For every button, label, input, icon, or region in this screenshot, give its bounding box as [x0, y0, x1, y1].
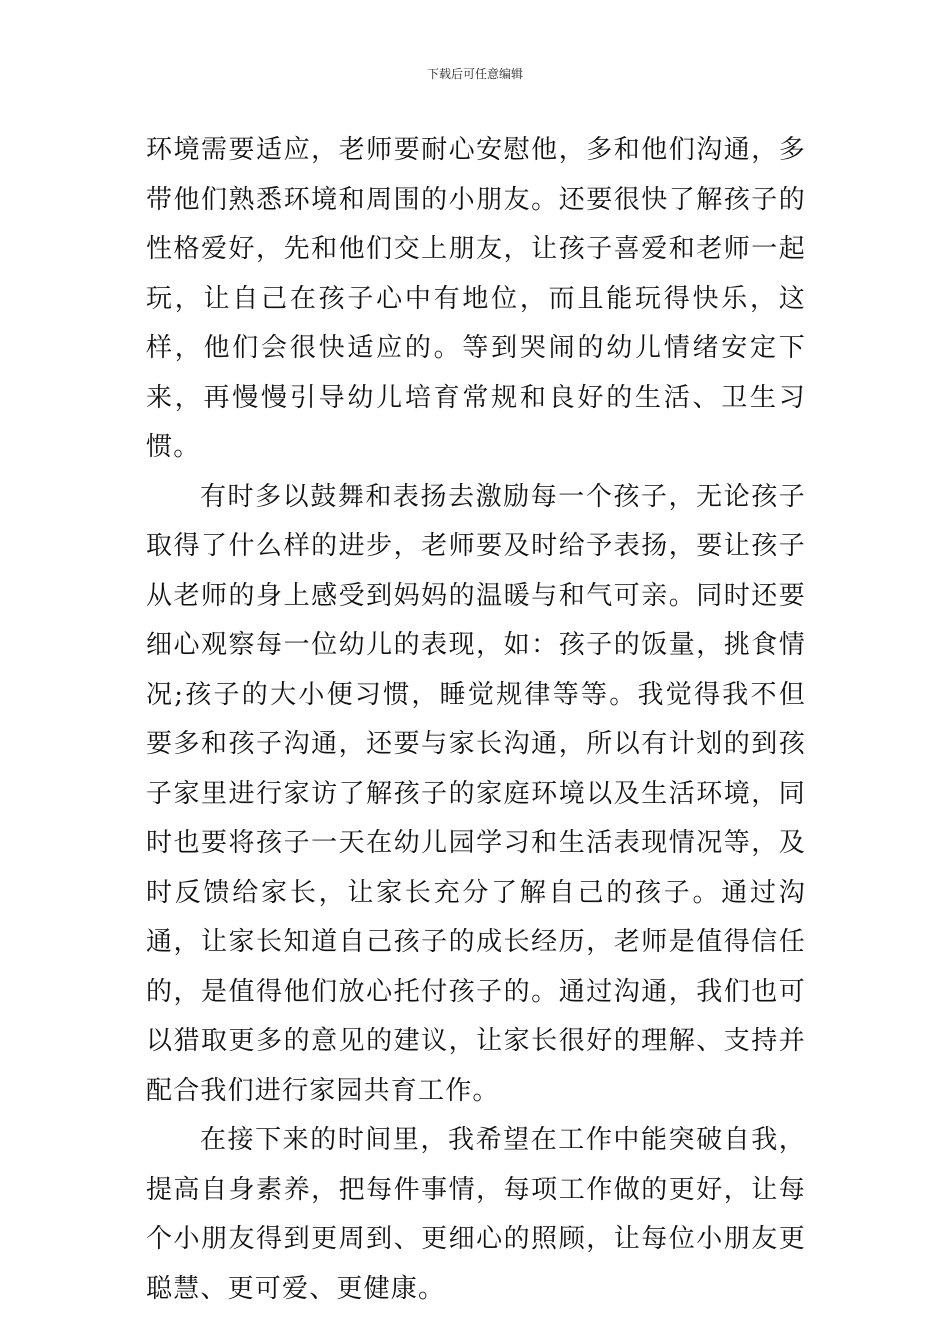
paragraph-3: 在接下来的时间里，我希望在工作中能突破自我，提高自身素养，把每件事情，每项工作做的更好，让每个小朋友得到更周到、更细心的照顾，让每位小朋友更聪慧、更可爱、更健康。 — [146, 1125, 806, 1304]
page-header: 下载后可任意编辑 — [426, 67, 523, 81]
paragraph-2: 有时多以鼓舞和表扬去激励每一个孩子，无论孩子取得了什么样的进步，老师要及时给予表扬，要让孩子从老师的身上感受到妈妈的温暖与和气可亲。同时还要细心观察每一位幼儿的表现，如：孩子的饭量，挑食情况;孩子的大小便习惯，睡觉规律等等。我觉得我不但要多和孩子沟通，还要与家长沟通，所以有计划的到孩子家里进行家访了解孩子的家庭环境以及生活环境，同时也要将孩子一天在幼儿园学习和生活表现情况等，及时反馈给家长，让家长充分了解自己的孩子。通过沟通，让家长知道自己孩子的成长经历，老师是值得信任的，是值得他们放心托付孩子的。通过沟通，我们也可以猎取更多的意见的建议，让家长很好的理解、支持并配合我们进行家园共育工作。 — [146, 481, 806, 1106]
paragraph-1: 环境需要适应，老师要耐心安慰他，多和他们沟通，多带他们熟悉环境和周围的小朋友。还要很快了解孩子的性格爱好，先和他们交上朋友，让孩子喜爱和老师一起玩，让自己在孩子心中有地位，而且能玩得快乐，这样，他们会很快适应的。等到哭闹的幼儿情绪安定下来，再慢慢引导幼儿培育常规和良好的生活、卫生习惯。 — [146, 135, 806, 462]
document-body — [146, 126, 806, 1314]
